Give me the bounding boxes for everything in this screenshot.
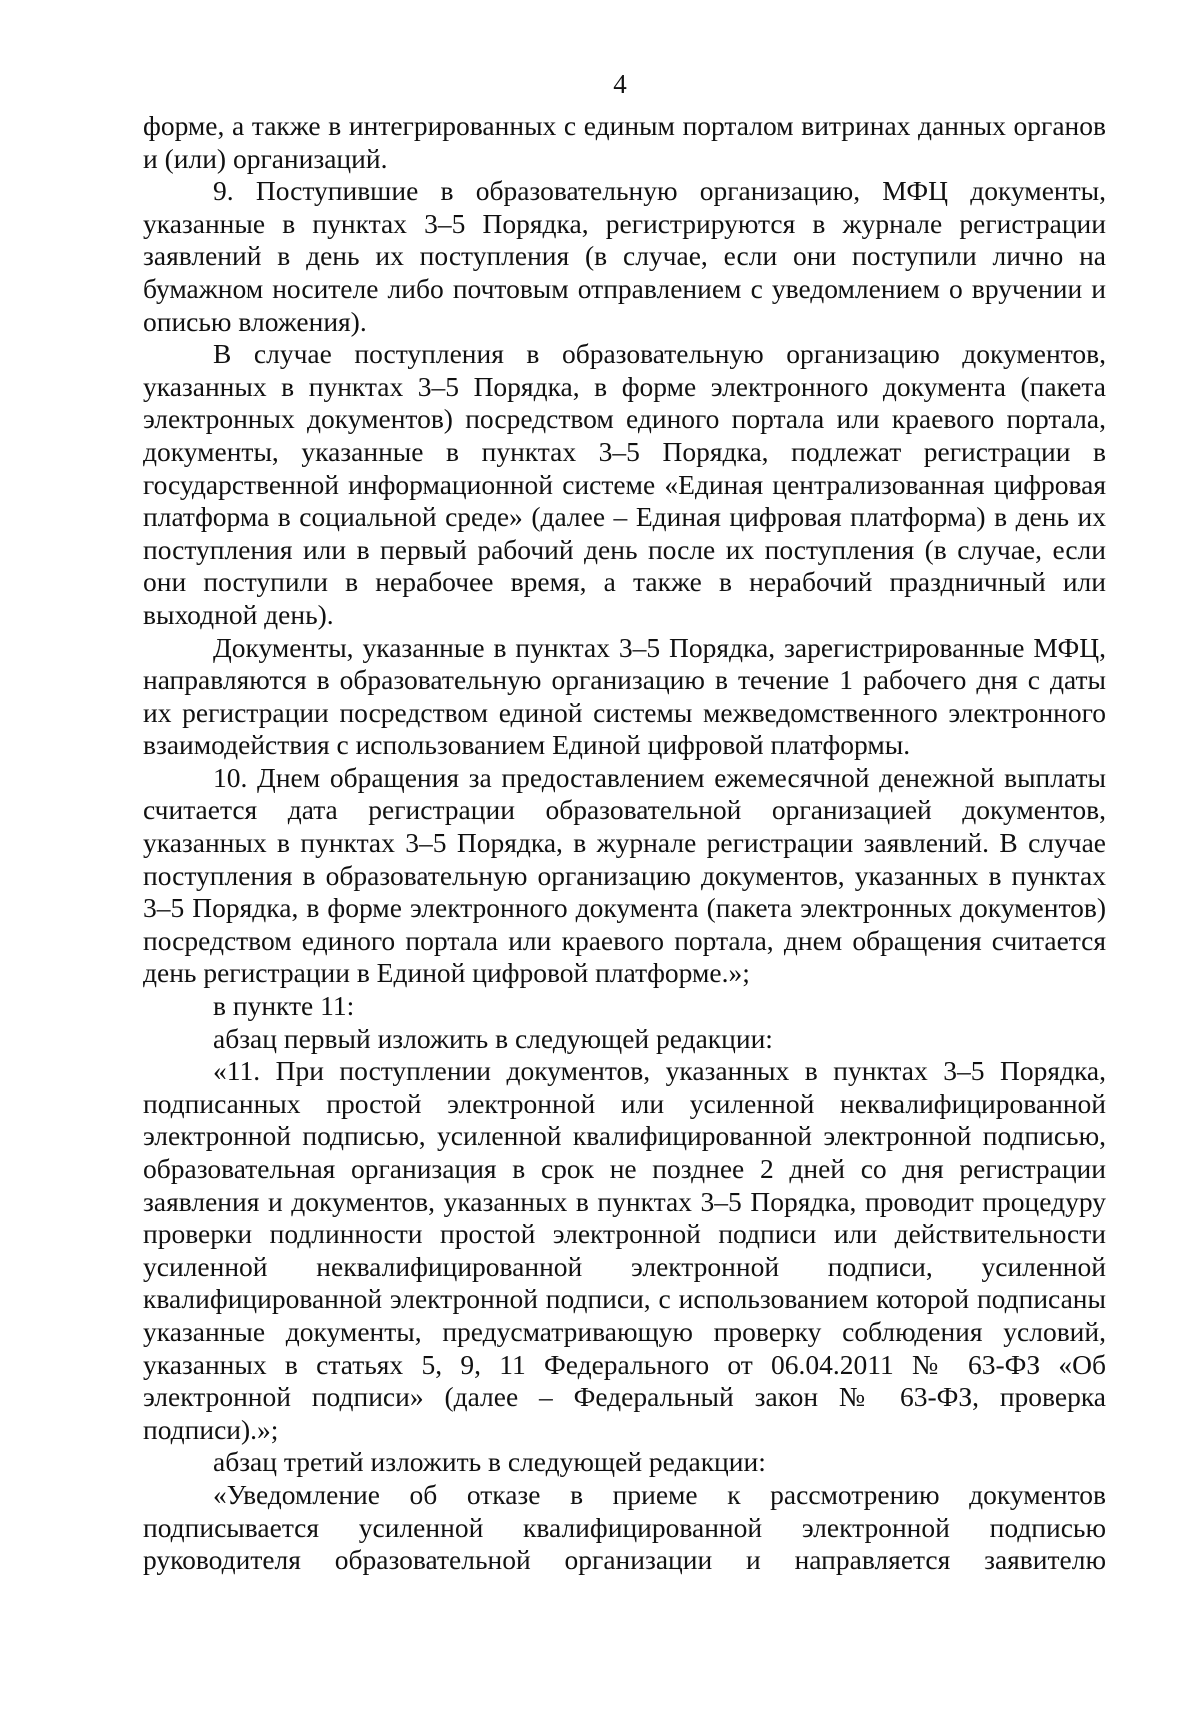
paragraph-mfc-documents: Документы, указанные в пунктах 3–5 Порядка, зарегистрированные МФЦ, направляются в образовательную организацию в течение 1 рабочего дня с даты их регистрации посредством единой системы межведомственного электронного взаимодействия с использованием Единой цифровой платформы. <box>143 631 1106 761</box>
paragraph-refusal-notice: «Уведомление об отказе в приеме к рассмотрению документов подписывается усиленной квалифицированной электронной подписью руководителя образовательной организации и направляется заявителю <box>143 1478 1106 1576</box>
paragraph-first-abzac-instruction: абзац первый изложить в следующей редакции: <box>213 1022 773 1054</box>
paragraph-item-10: 10. Днем обращения за предоставлением ежемесячной денежной выплаты считается дата регистрации образовательной организацией документов, указанных в пунктах 3–5 Порядка, в журнале регистрации заявлений. В случае поступления в образовательную организацию документов, указанных в пунктах 3–5 Порядка, в форме электронного документа (пакета электронных документов) посредством единого портала или краевого портала, днем обращения считается день регистрации в Единой цифровой платформе.»; <box>143 761 1106 989</box>
paragraph-third-abzac-instruction: абзац третий изложить в следующей редакции: <box>213 1446 766 1478</box>
paragraph-electronic-registration: В случае поступления в образовательную организацию документов, указанных в пунктах 3–5 Порядка, в форме электронного документа (пакета электронных документов) посредством единого портала или краевого портала, документы, указанные в пунктах 3–5 Порядка, подлежат регистрации в государственной информационной системе «Единая централизованная цифровая платформа в социальной среде» (далее – Единая цифровая платформа) в день их поступления или в первый рабочий день после их поступления (в случае, если они поступили в нерабочее время, а также в нерабочий праздничный или выходной день). <box>143 338 1106 630</box>
paragraph-in-item-11: в пункте 11: <box>213 990 355 1022</box>
paragraph-continuation: форме, а также в интегрированных с единым порталом витринах данных органов и (или) организаций. <box>143 110 1106 174</box>
paragraph-item-11: «11. При поступлении документов, указанных в пунктах 3–5 Порядка, подписанных простой электронной или усиленной неквалифицированной электронной подписью, усиленной квалифицированной электронной подписью, образовательная организация в срок не позднее 2 дней со дня регистрации заявления и документов, указанных в пунктах 3–5 Порядка, проводит процедуру проверки подлинности простой электронной подписи или действительности усиленной неквалифицированной электронной подписи, усиленной квалифицированной электронной подписи, с использованием которой подписаны указанные документы, предусматривающую проверку соблюдения условий, указанных в статьях 5, 9, 11 Федерального от 06.04.2011 № 63-ФЗ «Об электронной подписи» (далее – Федеральный закон № 63-ФЗ, проверка подписи).»; <box>143 1055 1106 1445</box>
paragraph-item-9: 9. Поступившие в образовательную организацию, МФЦ документы, указанные в пунктах 3–5 Порядка, регистрируются в журнале регистрации заявлений в день их поступления (в случае, если они поступили лично на бумажном носителе либо почтовым отправлением с уведомлением о вручении и описью вложения). <box>143 175 1106 337</box>
page-number: 4 <box>613 69 627 99</box>
document-body <box>143 110 1106 1577</box>
